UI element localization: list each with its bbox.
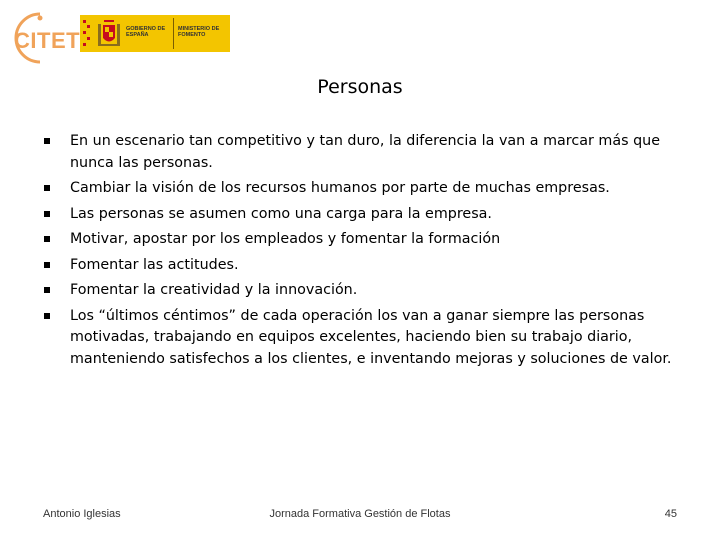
footer-page-number: 45 — [664, 508, 677, 520]
bullet-text: Cambiar la visión de los recursos humanos por parte de muchas empresas. — [70, 180, 610, 196]
bullet-text: Motivar, apostar por los empleados y fomentar la formación — [70, 231, 501, 247]
bullet-square-icon — [44, 262, 50, 268]
gobierno-text: GOBIERNO DE ESPAÑA — [126, 26, 166, 38]
flag-icon — [82, 17, 92, 50]
bullet-list — [44, 131, 694, 374]
bullet-text: Las personas se asumen como una carga para la empresa. — [70, 205, 492, 222]
ministerio-text: MINISTERIO DE FOMENTO — [178, 26, 220, 38]
bullet-text: Los “últimos céntimos” de cada operación los van a ganar siempre las personas motivadas, trabajando en equipos excelentes, haciendo bien su trabajo diario, manteniendo satisfechos a los clientes, e inventando mejoras y soluciones de valor. — [70, 307, 672, 367]
slide-title — [0, 76, 720, 98]
bullet-item — [44, 306, 694, 371]
footer-event: Jornada Formativa Gestión de Flotas — [269, 508, 451, 520]
bullet-square-icon — [44, 185, 50, 191]
bullet-text: Fomentar la creatividad y la innovación. — [70, 282, 358, 298]
slide-title-text: Personas — [317, 76, 403, 98]
bullet-text: En un escenario tan competitivo y tan duro, la diferencia la van a marcar más que nunca las personas. — [70, 133, 661, 171]
gobierno-ministerio-logo — [80, 15, 230, 52]
bullet-square-icon — [44, 211, 50, 217]
footer-author: Antonio Iglesias — [43, 508, 121, 520]
bullet-item — [44, 178, 694, 200]
bullet-item — [44, 204, 694, 226]
citet-logo-text: CITET — [14, 28, 81, 53]
bullet-square-icon — [44, 287, 50, 293]
bullet-item — [44, 280, 694, 302]
bullet-item — [44, 131, 694, 174]
bullet-item — [44, 255, 694, 277]
bullet-text: Fomentar las actitudes. — [70, 256, 239, 273]
bullet-square-icon — [44, 236, 50, 242]
bullet-square-icon — [44, 138, 50, 144]
citet-logo — [6, 8, 81, 60]
bullet-square-icon — [44, 313, 50, 319]
logo-divider — [173, 18, 174, 49]
coat-of-arms-icon — [96, 18, 122, 49]
bullet-item — [44, 229, 694, 251]
